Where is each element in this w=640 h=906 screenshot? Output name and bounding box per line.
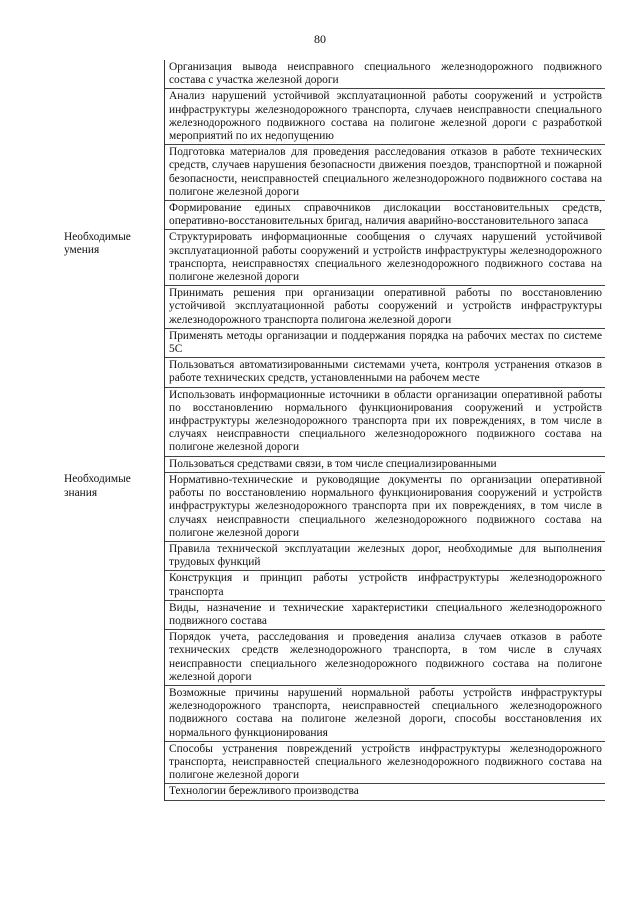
table-row xyxy=(60,60,605,89)
list-item: Анализ нарушений устойчивой эксплуатационной работы сооружений и устройств инфраструктуры железнодорожного транспорта, случаев неисправности специального железнодорожного подвижного состава на полигоне железной дороги с разработкой мероприятий по их недопущению xyxy=(165,89,606,145)
list-item: Правила технической эксплуатации железных дорог, необходимые для выполнения трудовых функций xyxy=(165,541,606,570)
list-item: Возможные причины нарушений нормальной работы устройств инфраструктуры железнодорожного транспорта, неисправностей специального железнодорожного подвижного состава на полигоне железной дороги, способы восстановления их нормального функционирования xyxy=(165,685,606,741)
knowledge-label: Необходимые знания xyxy=(60,472,165,800)
list-item: Конструкция и принцип работы устройств инфраструктуры железнодорожного транспорта xyxy=(165,571,606,600)
list-item: Пользоваться средствами связи, в том числе специализированными xyxy=(165,456,606,472)
list-item: Пользоваться автоматизированными системами учета, контроля устранения отказов в работе технических средств, установленными на рабочем месте xyxy=(165,358,606,387)
list-item: Подготовка материалов для проведения расследования отказов в работе технических средств, случаев нарушения безопасности движения поездов, транспортной и пожарной безопасности, неисправностей специального железнодорожного подвижного состава на полигоне железной дороги xyxy=(165,145,606,201)
skills-label: Необходимые умения xyxy=(60,230,165,472)
list-item: Виды, назначение и технические характеристики специального железнодорожного подвижного состава xyxy=(165,600,606,629)
page-number: 80 xyxy=(314,32,326,46)
requirements-table xyxy=(60,60,605,801)
list-item: Использовать информационные источники в области организации оперативной работы по восстановлению нормального функционирования сооружений и устройств инфраструктуры железнодорожного транспорта при их повреждениях, в том числе в случаях неисправности специального железнодорожного подвижного состава на полигоне железной дороги xyxy=(165,387,606,456)
list-item: Применять методы организации и поддержания порядка на рабочих местах по системе 5С xyxy=(165,328,606,357)
list-item: Формирование единых справочников дислокации восстановительных средств, оперативно-восстановительных бригад, наличия аварийно-восстановительного запаса xyxy=(165,201,606,230)
list-item: Организация вывода неисправного специального железнодорожного подвижного состава с участка железной дороги xyxy=(165,60,606,89)
list-item: Нормативно-технические и руководящие документы по организации оперативной работы по восстановлению нормального функционирования сооружений и устройств инфраструктуры железнодорожного транспорта при их повреждениях, в том числе в случаях неисправности специального железнодорожного подвижного состава на полигоне железной дороги xyxy=(165,472,606,541)
list-item: Технологии бережливого производства xyxy=(165,784,606,800)
table-row xyxy=(60,230,605,286)
table-row xyxy=(60,472,605,541)
list-item: Принимать решения при организации оперативной работы по восстановлению устойчивой эксплуатационной работы сооружений и устройств инфраструктуры железнодорожного транспорта полигона железной дороги xyxy=(165,286,606,329)
list-item: Способы устранения повреждений устройств инфраструктуры железнодорожного транспорта, неисправностей специального железнодорожного подвижного состава на полигоне железной дороги xyxy=(165,741,606,784)
list-item: Структурировать информационные сообщения о случаях нарушений устойчивой эксплуатационной работы сооружений и устройств инфраструктуры железнодорожного транспорта, неисправностях специального железнодорожного подвижного состава на полигоне железной дороги xyxy=(165,230,606,286)
list-item: Порядок учета, расследования и проведения анализа случаев отказов в работе технических средств железнодорожного транспорта, в том числе в случаях неисправности специального железнодорожного подвижного состава на полигоне железной дороги xyxy=(165,630,606,686)
section-label xyxy=(60,60,165,230)
